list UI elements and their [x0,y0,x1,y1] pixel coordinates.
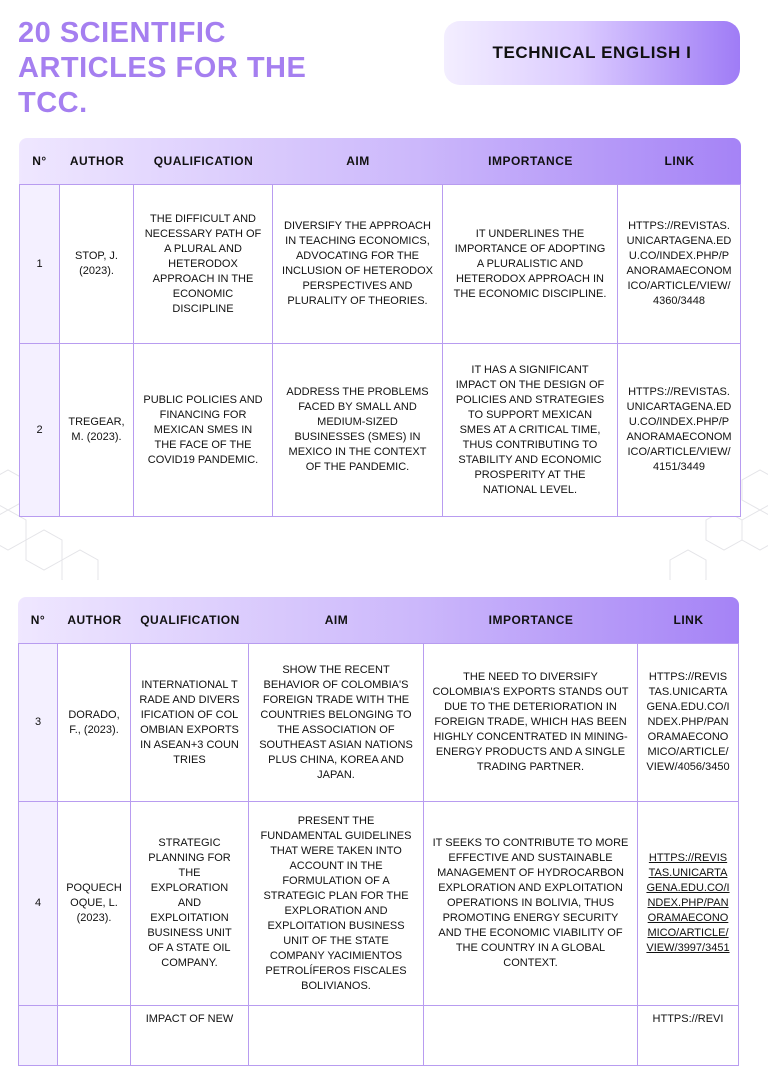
row-qualification: INTERNATIONAL TRADE AND DIVERSIFICATION OF COLOMBIAN EXPORTS IN ASEAN+3 COUNTRIES [131,643,249,802]
table-header-row [18,597,739,643]
table-row [18,643,739,802]
row-link[interactable]: HTTPS://REVISTAS.UNICARTAGENA.EDU.CO/INDEX.PHP/PANORAMAECONOMICO/ARTICLE/VIEW/4360/3448 [618,184,741,344]
row-link[interactable]: HTTPS://REVISTAS.UNICARTAGENA.EDU.CO/INDEX.PHP/PANORAMAECONOMICO/ARTICLE/VIEW/4151/3449 [618,344,741,517]
row-number: 3 [18,643,58,802]
table-row [18,1006,739,1066]
row-aim: ADDRESS THE PROBLEMS FACED BY SMALL AND MEDIUM-SIZED BUSINESSES (SMES) IN MEXICO IN THE CONTEXT OF THE PANDEMIC. [273,344,443,517]
row-link[interactable]: HTTPS://REVISTAS.UNICARTAGENA.EDU.CO/INDEX.PHP/PANORAMAECONOMICO/ARTICLE/VIEW/4056/3450 [638,643,739,802]
header-author: AUTHOR [69,154,125,168]
row-aim [249,1006,424,1066]
row-author: TREGEAR, M. (2023). [60,344,134,517]
row-qualification: IMPACT OF NEW [131,1006,249,1066]
header-link: LINK [664,154,695,168]
header-number: N° [32,154,47,168]
articles-table-1 [19,138,741,517]
row-aim: SHOW THE RECENT BEHAVIOR OF COLOMBIA'S FOREIGN TRADE WITH THE COUNTRIES BELONGING TO THE ASSOCIATION OF SOUTHEAST ASIAN NATIONS PLUS CHINA, KOREA AND JAPAN. [249,643,424,802]
row-author: DORADO, F., (2023). [58,643,131,802]
row-importance: IT HAS A SIGNIFICANT IMPACT ON THE DESIGN OF POLICIES AND STRATEGIES TO SUPPORT MEXICAN SMES AT A CRITICAL TIME, THUS CONTRIBUTING TO STABILITY AND ECONOMIC PROSPERITY AT THE NATIONAL LEVEL. [443,344,618,517]
header-aim: AIM [324,613,349,627]
header-importance: IMPORTANCE [488,154,573,168]
header-importance: IMPORTANCE [488,613,574,627]
row-aim: PRESENT THE FUNDAMENTAL GUIDELINES THAT WERE TAKEN INTO ACCOUNT IN THE FORMULATION OF A STRATEGIC PLAN FOR THE EXPLORATION AND EXPLOITATION BUSINESS UNIT OF THE STATE COMPANY YACIMIENTOS PETROLÍFEROS FISCALES BOLIVIANOS. [249,802,424,1006]
row-link[interactable]: HTTPS://REVISTAS.UNICARTAGENA.EDU.CO/INDEX.PHP/PANORAMAECONOMICO/ARTICLE/VIEW/3997/3451 [638,802,739,1006]
header-author: AUTHOR [67,613,122,627]
table-row [18,802,739,1006]
row-number: 2 [19,344,60,517]
header-link: LINK [673,613,704,627]
row-author [58,1006,131,1066]
row-aim: DIVERSIFY THE APPROACH IN TEACHING ECONOMICS, ADVOCATING FOR THE INCLUSION OF HETERODOX PERSPECTIVES AND PLURALITY OF THEORIES. [273,184,443,344]
row-number [18,1006,58,1066]
row-importance: IT SEEKS TO CONTRIBUTE TO MORE EFFECTIVE AND SUSTAINABLE MANAGEMENT OF HYDROCARBON EXPLORATION AND EXPLOITATION OPERATIONS IN BOLIVIA, THUS PROMOTING ENERGY SECURITY AND THE ECONOMIC VIABILITY OF THE COUNTRY IN A GLOBAL CONTEXT. [424,802,638,1006]
row-importance: THE NEED TO DIVERSIFY COLOMBIA'S EXPORTS STANDS OUT DUE TO THE DETERIORATION IN FOREIGN TRADE, WHICH HAS BEEN HIGHLY CONCENTRATED IN MINING-ENERGY PRODUCTS AND A SINGLE TRADING PARTNER. [424,643,638,802]
row-author: POQUECHOQUE, L. (2023). [58,802,131,1006]
row-number: 1 [19,184,60,344]
row-number: 4 [18,802,58,1006]
table-row [19,184,741,344]
row-qualification: PUBLIC POLICIES AND FINANCING FOR MEXICAN SMES IN THE FACE OF THE COVID19 PANDEMIC. [134,344,273,517]
header-qualification: QUALIFICATION [153,154,254,168]
course-badge: TECHNICAL ENGLISH I [444,21,740,85]
table-header-row [19,138,741,184]
header-aim: AIM [346,154,370,168]
table-row [19,344,741,517]
row-importance [424,1006,638,1066]
row-link[interactable]: HTTPS://REVI [638,1006,739,1066]
header-number: N° [30,613,46,627]
row-importance: IT UNDERLINES THE IMPORTANCE OF ADOPTING A PLURALISTIC AND HETERODOX APPROACH IN THE ECONOMIC DISCIPLINE. [443,184,618,344]
row-author: STOP, J. (2023). [60,184,134,344]
header-qualification: QUALIFICATION [140,613,240,627]
articles-table-2 [18,597,739,1066]
row-qualification: THE DIFFICULT AND NECESSARY PATH OF A PLURAL AND HETERODOX APPROACH IN THE ECONOMIC DISCIPLINE [134,184,273,344]
page-title: 20 SCIENTIFIC ARTICLES FOR THE TCC. [18,17,307,119]
row-qualification: STRATEGIC PLANNING FOR THE EXPLORATION AND EXPLOITATION BUSINESS UNIT OF A STATE OIL COMPANY. [131,802,249,1006]
